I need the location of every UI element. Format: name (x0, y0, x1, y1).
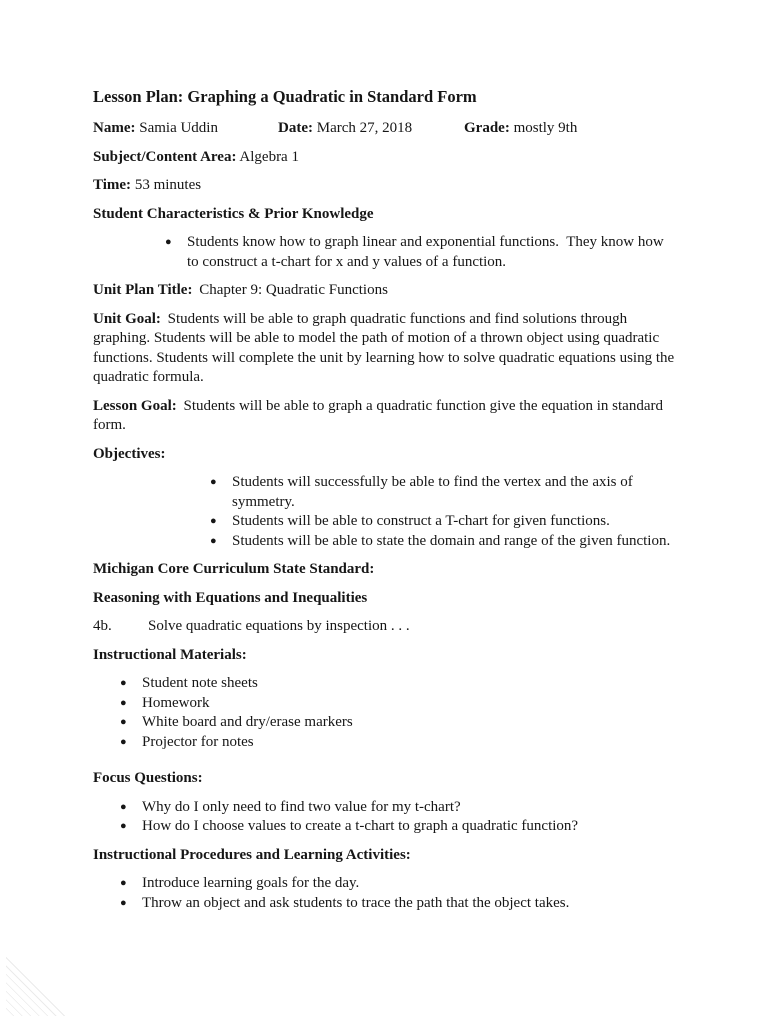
subject-label: Subject/Content Area: (93, 148, 237, 165)
prior-knowledge-list (93, 233, 678, 272)
lesson-goal-paragraph (93, 397, 678, 436)
procedures-heading: Instructional Procedures and Learning Activities: (93, 846, 411, 863)
list-item-text: White board and dry/erase markers (142, 714, 353, 730)
date-value: March 27, 2018 (316, 120, 413, 136)
unit-goal-label: Unit Goal: (93, 310, 161, 327)
unit-goal-paragraph (93, 310, 678, 388)
page-corner-artifact (6, 954, 68, 1016)
list-item (93, 713, 678, 733)
list-item (93, 798, 678, 818)
focus-questions-list (93, 798, 678, 837)
bullet-icon: ● (120, 896, 127, 909)
name-label: Name: (93, 120, 136, 136)
list-item-text: Projector for notes (142, 733, 254, 750)
procedures-list (93, 874, 678, 913)
unit-goal-text: Students will be able to graph quadratic functions and find solutions through graphing. Students will be able to model the path of motion of a thrown object using quadratic functions. Students will complete the unit by learning how to solve quadratic equations using the quadratic formula. (93, 310, 678, 385)
bullet-icon: ● (120, 696, 127, 709)
materials-heading: Instructional Materials: (93, 646, 247, 663)
lesson-goal-text: Students will be able to graph a quadratic function give the equation in standard form. (93, 397, 667, 433)
list-item (93, 473, 678, 512)
list-item (93, 817, 678, 837)
list-item (93, 512, 678, 532)
subject-row (93, 148, 678, 168)
objectives-heading: Objectives: (93, 445, 166, 462)
document-title: Lesson Plan: Graphing a Quadratic in Standard Form (93, 87, 477, 106)
list-item (93, 894, 678, 914)
unit-plan-title-label: Unit Plan Title: (93, 282, 193, 298)
lesson-goal-label: Lesson Goal: (93, 397, 177, 414)
list-item-text: Students will be able to state the domain and range of the given function. (232, 532, 671, 549)
list-item (93, 874, 678, 894)
list-item-text: Homework (142, 694, 210, 711)
list-item-text: Student note sheets (142, 675, 258, 691)
reasoning-subheading: Reasoning with Equations and Inequalities (93, 589, 368, 606)
list-item (93, 674, 678, 694)
bullet-icon: ● (120, 800, 127, 813)
date-label: Date: (278, 120, 313, 136)
list-item (93, 733, 678, 753)
bullet-icon: ● (120, 677, 127, 689)
list-item (93, 694, 678, 714)
bullet-icon: ● (120, 877, 127, 889)
bullet-icon: ● (210, 515, 217, 527)
bullet-icon: ● (120, 735, 127, 748)
list-item-text: How do I choose values to create a t-chart to graph a quadratic function? (142, 818, 579, 834)
list-item-text: Students will successfully be able to find the vertex and the axis of symmetry. (232, 474, 637, 510)
time-value: 53 minutes (134, 177, 202, 193)
standard-item-number: 4b. (93, 618, 112, 634)
materials-list (93, 674, 678, 752)
list-item-text: Students know how to graph linear and exponential functions. They know how to construct a t-chart for x and y values of a function. (187, 234, 668, 270)
grade-value: mostly 9th (513, 120, 578, 136)
list-item (93, 233, 678, 272)
standard-item-text: Solve quadratic equations by inspection . . . (148, 618, 410, 634)
unit-plan-title-row (93, 281, 678, 301)
prior-knowledge-heading: Student Characteristics & Prior Knowledge (93, 205, 374, 222)
bullet-icon: ● (210, 476, 217, 488)
list-item-text: Students will be able to construct a T-chart for given functions. (232, 513, 610, 529)
objectives-list (93, 473, 678, 551)
list-item-text: Why do I only need to find two value for my t-chart? (142, 798, 461, 815)
time-label: Time: (93, 177, 132, 193)
time-row (93, 176, 678, 196)
grade-field (464, 119, 577, 139)
name-field (93, 120, 218, 136)
standard-item-row (93, 617, 678, 637)
grade-label: Grade: (464, 120, 510, 136)
date-field (278, 119, 412, 139)
unit-plan-title-value: Chapter 9: Quadratic Functions (199, 282, 388, 298)
list-item-text: Throw an object and ask students to trace the path that the object takes. (142, 894, 570, 911)
meta-row (93, 119, 678, 139)
bullet-icon: ● (120, 820, 127, 832)
subject-value: Algebra 1 (239, 148, 299, 165)
bullet-icon: ● (165, 236, 172, 248)
list-item-text: Introduce learning goals for the day. (142, 875, 360, 891)
state-standard-heading: Michigan Core Curriculum State Standard: (93, 561, 375, 577)
bullet-icon: ● (210, 534, 217, 547)
focus-questions-heading: Focus Questions: (93, 770, 203, 786)
name-value: Samia Uddin (139, 120, 218, 136)
list-item (93, 532, 678, 552)
bullet-icon: ● (120, 716, 127, 728)
